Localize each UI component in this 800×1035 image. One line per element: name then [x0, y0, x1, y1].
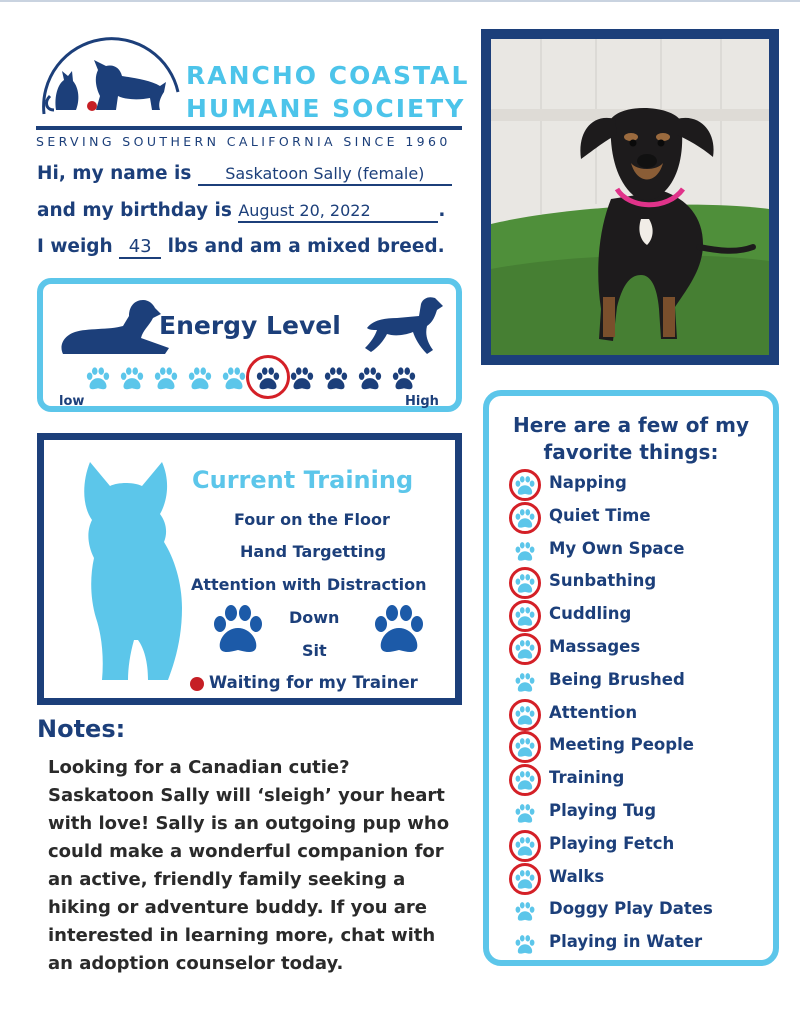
energy-selected-ring — [246, 355, 290, 399]
current-training-panel — [37, 433, 462, 705]
org-name-line-2: HUMANE SOCIETY — [186, 94, 466, 123]
training-item-sit: Sit — [302, 641, 327, 660]
favorites-title-line-2: favorite things: — [543, 440, 719, 464]
paw-print-icon-right — [371, 604, 427, 656]
french-bulldog-silhouette-icon — [82, 458, 192, 684]
energy-low-label: low — [59, 394, 85, 409]
org-tagline: SERVING SOUTHERN CALIFORNIA SINCE 1960 — [36, 134, 451, 149]
favorite-item-label: Doggy Play Dates — [549, 899, 713, 919]
favorite-item — [509, 800, 769, 826]
birthday-prefix: and my birthday is — [37, 200, 232, 221]
training-item-attention-distraction: Attention with Distraction — [191, 575, 427, 594]
favorite-things-panel — [483, 390, 779, 966]
favorite-item — [509, 636, 769, 662]
paw-bullet-icon — [514, 541, 536, 563]
favorite-item — [509, 767, 769, 793]
favorite-item-label: My Own Space — [549, 538, 685, 558]
energy-high-label: High — [405, 394, 439, 409]
selected-ring — [509, 830, 541, 862]
favorite-item-label: Napping — [549, 473, 627, 492]
notes-body — [48, 754, 468, 978]
selected-ring — [509, 863, 541, 895]
favorite-item — [509, 570, 769, 596]
energy-title: Energy Level — [159, 311, 341, 340]
favorite-item — [509, 603, 769, 629]
favorite-item-label: Playing Fetch — [549, 833, 675, 853]
favorite-item-label: Training — [549, 768, 625, 788]
selected-ring — [509, 502, 541, 534]
training-item-down: Down — [289, 608, 340, 627]
selected-ring — [509, 699, 541, 731]
favorite-item-label: Walks — [549, 866, 605, 886]
dog-photo — [491, 39, 769, 355]
favorite-item-label: Playing in Water — [549, 932, 703, 952]
favorite-item — [509, 898, 769, 924]
favorite-item — [509, 669, 769, 695]
selected-ring — [509, 600, 541, 632]
favorite-item — [509, 833, 769, 859]
favorite-item — [509, 866, 769, 892]
favorite-item-label: Being Brushed — [549, 669, 685, 689]
name-prefix: Hi, my name is — [37, 163, 192, 184]
notes-line: with love! Sally is an outgoing pup who — [48, 813, 450, 834]
favorite-item-label: Meeting People — [549, 735, 694, 755]
paw-bullet-icon — [514, 803, 536, 825]
favorite-item-label: Cuddling — [549, 604, 632, 624]
training-item-four-on-floor: Four on the Floor — [234, 510, 390, 529]
favorites-title-line-1: Here are a few of my — [512, 413, 750, 437]
intro-name-line — [37, 163, 452, 186]
notes-title: Notes: — [37, 715, 126, 743]
selected-ring — [509, 469, 541, 501]
org-name-line-1: RANCHO COASTAL — [186, 61, 470, 90]
favorites-title — [489, 412, 773, 466]
selected-ring — [509, 731, 541, 763]
notes-line: an active, friendly family seeking a — [48, 869, 406, 890]
training-item-hand-targetting: Hand Targetting — [240, 542, 387, 561]
favorite-item-label: Attention — [549, 702, 638, 722]
training-title: Current Training — [192, 466, 414, 494]
paw-bullet-icon — [514, 934, 536, 956]
training-waiting-label: Waiting for my Trainer — [209, 673, 418, 692]
paw-print-icon-left — [210, 604, 266, 656]
favorite-item-label: Quiet Time — [549, 505, 651, 525]
energy-paw-scale — [85, 364, 425, 398]
name-value: Saskatoon Sally (female) — [198, 164, 452, 186]
dog-photo-frame — [481, 29, 779, 365]
birthday-value: August 20, 2022 — [238, 201, 438, 223]
lying-dog-silhouette-icon — [57, 296, 175, 358]
favorite-item-label: Playing Tug — [549, 801, 657, 820]
top-rule — [0, 0, 800, 2]
paw-bullet-icon — [514, 901, 536, 923]
notes-line: Looking for a Canadian cutie? — [48, 757, 350, 778]
notes-line: Saskatoon Sally will ‘sleigh’ your heart — [48, 785, 445, 806]
org-logo — [36, 26, 470, 150]
favorite-item — [509, 734, 769, 760]
notes-line: an adoption counselor today. — [48, 953, 344, 974]
selected-ring — [509, 633, 541, 665]
dog-photo-image — [491, 39, 769, 355]
favorite-item-label: Massages — [549, 637, 641, 656]
favorite-item — [509, 505, 769, 531]
weight-prefix: I weigh — [37, 236, 113, 257]
favorite-item — [509, 472, 769, 498]
favorite-item — [509, 702, 769, 728]
notes-line: hiking or adventure buddy. If you are — [48, 897, 428, 918]
running-dog-silhouette-icon — [363, 292, 447, 358]
energy-level-panel — [37, 278, 462, 412]
selected-ring — [509, 764, 541, 796]
notes-line: interested in learning more, chat with — [48, 925, 436, 946]
selected-ring — [509, 567, 541, 599]
intro-birthday-line — [37, 200, 445, 223]
waiting-status-dot — [190, 677, 204, 691]
favorite-item-label: Sunbathing — [549, 571, 657, 591]
favorite-item — [509, 931, 769, 957]
paw-bullet-icon — [514, 672, 536, 694]
weight-value: 43 — [119, 237, 161, 259]
birthday-suffix: . — [438, 200, 446, 221]
notes-line: could make a wonderful companion for — [48, 841, 444, 862]
logo-emblem-icon — [36, 26, 186, 126]
favorite-item — [509, 538, 769, 564]
org-divider — [36, 126, 462, 130]
weight-suffix: lbs and am a mixed breed. — [167, 236, 445, 257]
intro-weight-line — [37, 236, 445, 259]
